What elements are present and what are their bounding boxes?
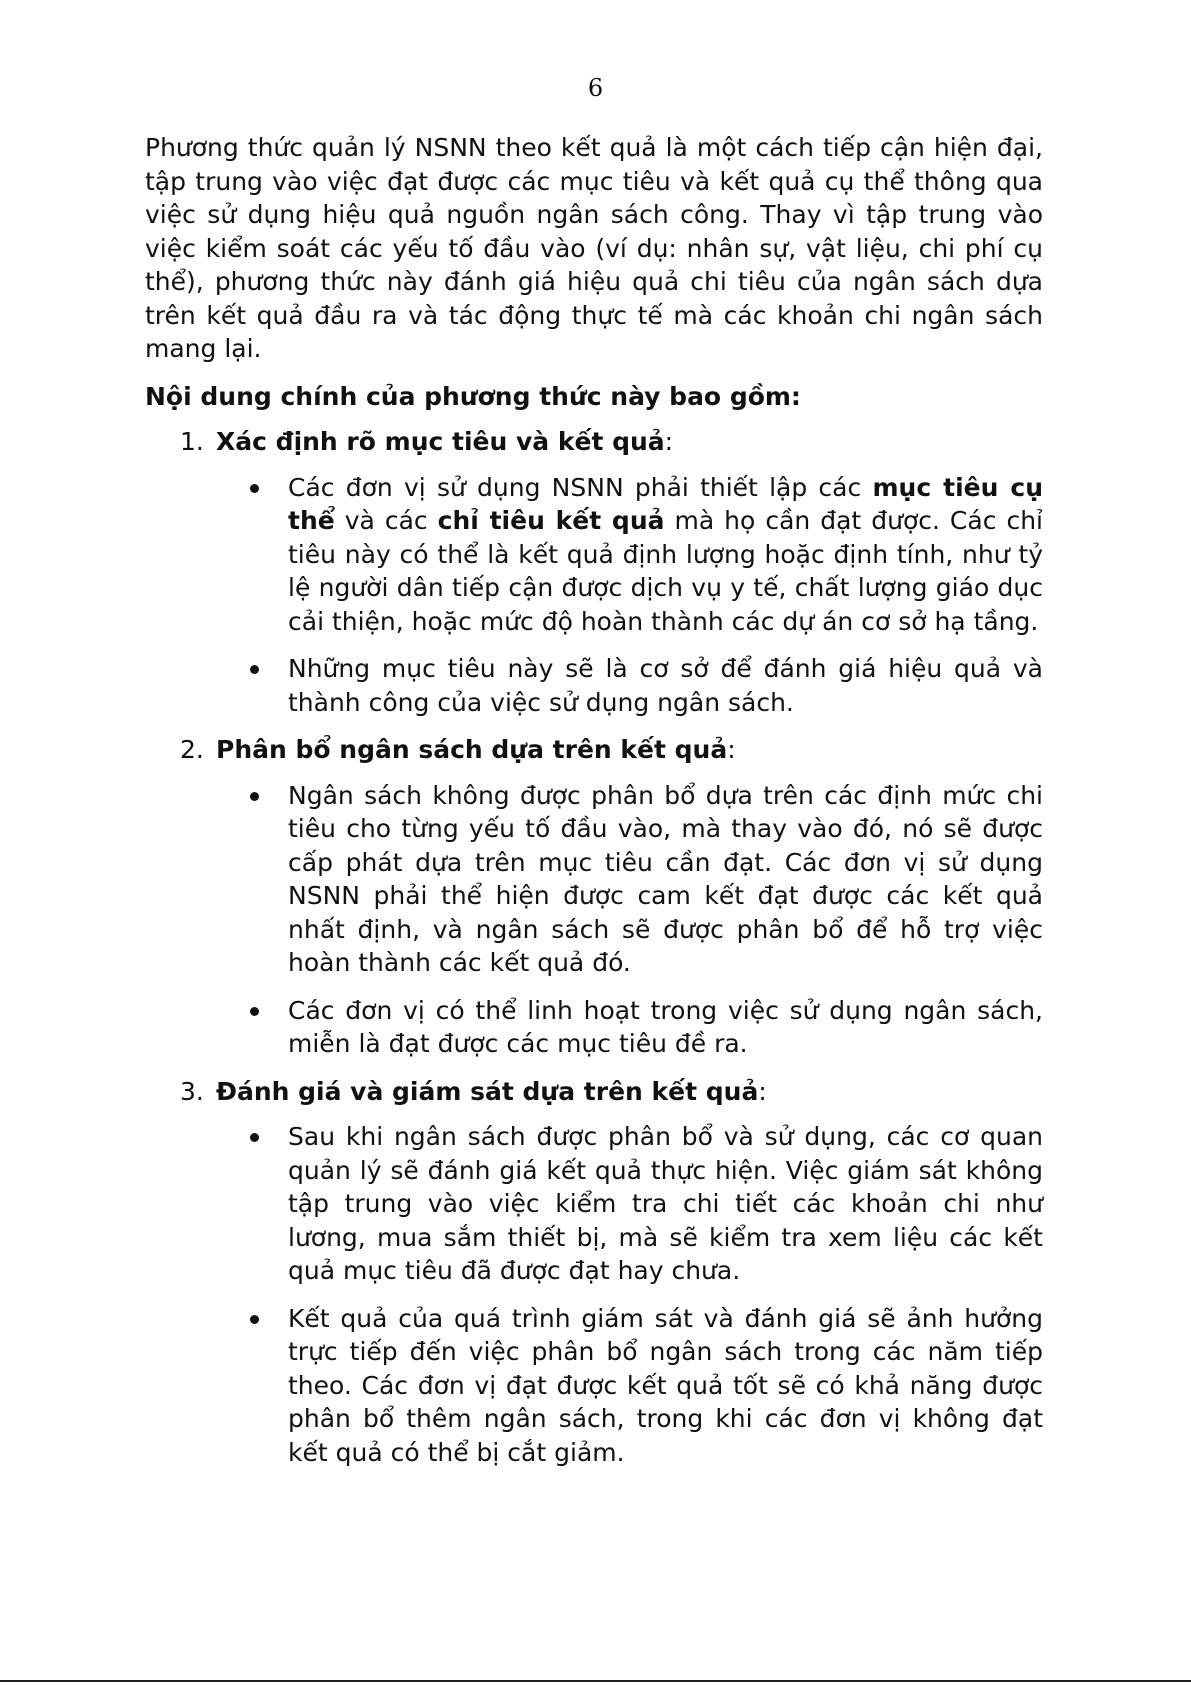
bullet-item: Những mục tiêu này sẽ là cơ sở để đánh giá hiệu quả và thành công của việc sử dụng ngân sách. [288, 652, 1043, 719]
item-number: 2. [180, 735, 204, 764]
bullet-item: Ngân sách không được phân bổ dựa trên các định mức chi tiêu cho từng yếu tố đầu vào, mà thay vào đó, nó sẽ được cấp phát dựa trên mục tiêu cần đạt. Các đơn vị sử dụng NSNN phải thể hiện được cam kết đạt được các kết quả nhất định, và ngân sách sẽ được phân bổ để hỗ trợ việc hoàn thành các kết quả đó. [288, 779, 1043, 980]
item-title-line [180, 733, 1043, 767]
item-colon: : [727, 735, 736, 764]
bullet-text: và các [334, 506, 438, 535]
numbered-item-2 [145, 733, 1043, 1061]
item-title: Đánh giá và giám sát dựa trên kết quả [216, 1076, 759, 1106]
page-number: 6 [587, 74, 604, 102]
bullet-item [288, 471, 1043, 639]
item-number: 1. [180, 427, 204, 456]
document-body [145, 131, 1043, 1483]
numbered-item-1 [145, 425, 1043, 719]
bottom-divider [0, 1680, 1191, 1682]
item-title: Phân bổ ngân sách dựa trên kết quả [216, 735, 728, 764]
bullet-list [145, 779, 1043, 1061]
item-title: Xác định rõ mục tiêu và kết quả [216, 427, 665, 456]
bullet-text: mà họ cần đạt được. Các chỉ tiêu này có thể là kết quả định lượng hoặc định tính, như tỷ lệ người dân tiếp cận được dịch vụ y tế, chất lượng giáo dục cải thiện, hoặc mức độ hoàn thành các dự án cơ sở hạ tầng. [288, 506, 1043, 636]
section-heading: Nội dung chính của phương thức này bao gồm: [145, 381, 801, 411]
item-title-line [180, 1075, 1043, 1109]
bullet-text: Các đơn vị sử dụng NSNN phải thiết lập các [288, 472, 873, 502]
item-title-line [180, 425, 1043, 459]
item-colon: : [664, 427, 674, 456]
bullet-item: Sau khi ngân sách được phân bổ và sử dụng, các cơ quan quản lý sẽ đánh giá kết quả thực hiện. Việc giám sát không tập trung vào việc kiểm tra chi tiết các khoản chi như lương, mua sắm thiết bị, mà sẽ kiểm tra xem liệu các kết quả mục tiêu đã được đạt hay chưa. [288, 1120, 1043, 1288]
numbered-item-3 [145, 1075, 1043, 1470]
item-colon: : [758, 1076, 767, 1106]
bold-term: mục tiêu cụ thể [288, 472, 1044, 535]
bullet-item: Kết quả của quá trình giám sát và đánh giá sẽ ảnh hưởng trực tiếp đến việc phân bổ ngân sách trong các năm tiếp theo. Các đơn vị đạt được kết quả tốt sẽ có khả năng được phân bổ thêm ngân sách, trong khi các đơn vị không đạt kết quả có thể bị cắt giảm. [288, 1302, 1043, 1470]
item-number: 3. [180, 1076, 204, 1106]
bold-term: chỉ tiêu kết quả [437, 506, 665, 535]
bullet-list [145, 1120, 1043, 1469]
bullet-list [145, 471, 1043, 720]
bullet-item: Các đơn vị có thể linh hoạt trong việc sử dụng ngân sách, miễn là đạt được các mục tiêu đề ra. [288, 994, 1043, 1061]
intro-paragraph: Phương thức quản lý NSNN theo kết quả là một cách tiếp cận hiện đại, tập trung vào việc đạt được các mục tiêu và kết quả cụ thể thông qua việc sử dụng hiệu quả nguồn ngân sách công. Thay vì tập trung vào việc kiểm soát các yếu tố đầu vào (ví dụ: nhân sự, vật liệu, chi phí cụ thể), phương thức này đánh giá hiệu quả chi tiêu của ngân sách dựa trên kết quả đầu ra và tác động thực tế mà các khoản chi ngân sách mang lại. [145, 133, 1043, 363]
